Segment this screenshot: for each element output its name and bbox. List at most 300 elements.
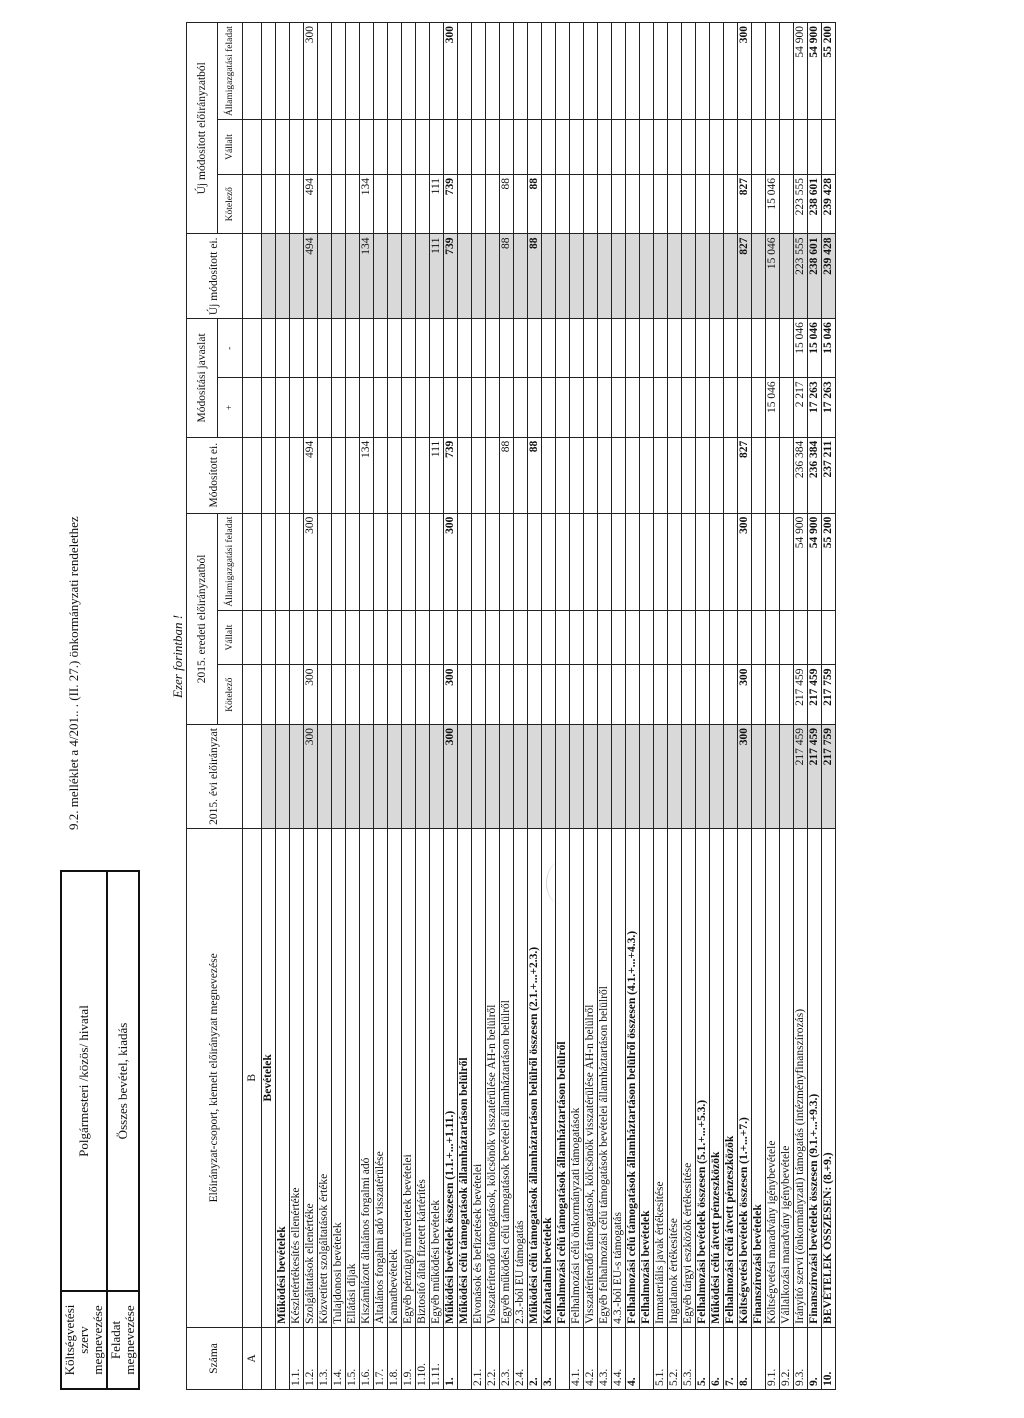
row-value (360, 665, 374, 725)
row-number: 6. (710, 1327, 724, 1389)
row-value (458, 725, 472, 829)
row-value (444, 319, 458, 378)
row-value (486, 174, 500, 234)
row-value (486, 23, 500, 120)
row-value (612, 120, 626, 175)
row-value (458, 378, 472, 437)
row-value (360, 610, 374, 665)
row-value (346, 23, 360, 120)
row-value (584, 610, 598, 665)
row-value (640, 319, 654, 378)
row-value (780, 319, 794, 378)
row-value: 238 601 (808, 234, 822, 319)
header-box (60, 870, 140, 1390)
row-value (416, 513, 430, 610)
row-value (402, 120, 416, 175)
row-value (528, 23, 542, 120)
row-value (528, 319, 542, 378)
table-row (794, 23, 808, 1390)
row-value (500, 725, 514, 829)
row-label: Vállalkozási maradvány igénybevétele (780, 828, 794, 1327)
row-number: 2.1. (472, 1327, 486, 1389)
row-value: 827 (738, 234, 752, 319)
row-value (514, 725, 528, 829)
row-number: 1.4. (332, 1327, 346, 1389)
row-value (570, 437, 584, 513)
row-value (332, 319, 346, 378)
row-value (360, 378, 374, 437)
row-value: 300 (738, 23, 752, 120)
row-value: 300 (304, 725, 318, 829)
row-value (304, 610, 318, 665)
row-value: 55 200 (822, 513, 836, 610)
row-value (360, 725, 374, 829)
row-value (332, 725, 346, 829)
row-value (402, 378, 416, 437)
row-value (472, 513, 486, 610)
row-value (570, 120, 584, 175)
row-value: 111 (430, 174, 444, 234)
row-number (276, 1327, 290, 1389)
row-label: Elvonások és befizetések bevételei (472, 828, 486, 1327)
table-row (612, 23, 626, 1390)
row-value (388, 378, 402, 437)
row-value: 17 263 (822, 378, 836, 437)
row-value (458, 120, 472, 175)
table-row (640, 23, 654, 1390)
row-value (304, 120, 318, 175)
row-value (626, 174, 640, 234)
row-value (682, 234, 696, 319)
table-row (374, 23, 388, 1390)
col-szama: Száma (187, 1327, 243, 1389)
table-row (514, 23, 528, 1390)
table-row (752, 23, 766, 1390)
row-value (612, 319, 626, 378)
row-value (374, 437, 388, 513)
table-row (276, 23, 290, 1390)
row-value (808, 610, 822, 665)
row-value (752, 120, 766, 175)
table-row (654, 23, 668, 1390)
row-value (556, 319, 570, 378)
row-value (276, 174, 290, 234)
row-value (416, 174, 430, 234)
row-value: 494 (304, 234, 318, 319)
row-value: 88 (500, 437, 514, 513)
row-label: Egyéb működési bevételek (430, 828, 444, 1327)
row-value (388, 437, 402, 513)
table-row (500, 23, 514, 1390)
row-value (724, 234, 738, 319)
table-row (808, 23, 822, 1390)
row-value (724, 665, 738, 725)
row-value: 134 (360, 437, 374, 513)
row-value (472, 234, 486, 319)
row-number: 1. (444, 1327, 458, 1389)
row-value (276, 665, 290, 725)
row-value (486, 437, 500, 513)
row-value (318, 174, 332, 234)
row-number: 2.2. (486, 1327, 500, 1389)
row-value (388, 319, 402, 378)
col-kotelezo: Kötelező (218, 665, 243, 725)
row-label: Felhalmozási bevételek összesen (5.1.+...+5.3.) (696, 828, 710, 1327)
row-value (640, 378, 654, 437)
row-value (290, 23, 304, 120)
col-new-group: Új módosított előirányzatból (187, 23, 218, 235)
row-value: 300 (304, 513, 318, 610)
row-value (584, 725, 598, 829)
row-value (570, 234, 584, 319)
row-value (794, 120, 808, 175)
row-value (276, 513, 290, 610)
row-value (556, 120, 570, 175)
row-value (444, 378, 458, 437)
row-value (696, 120, 710, 175)
row-label: Működési célú átvett pénzeszközök (710, 828, 724, 1327)
row-value: 300 (444, 665, 458, 725)
col-letter-b: B (243, 828, 262, 1327)
row-value: 54 900 (808, 23, 822, 120)
row-value (612, 174, 626, 234)
row-number: 1.9. (402, 1327, 416, 1389)
row-value (458, 174, 472, 234)
row-value (766, 23, 780, 120)
row-value (640, 665, 654, 725)
row-value (542, 23, 556, 120)
row-value (430, 513, 444, 610)
table-row (542, 23, 556, 1390)
row-value (696, 174, 710, 234)
row-label: Felhalmozási célú átvett pénzeszközök (724, 828, 738, 1327)
task-label: Feladat megnevezése (107, 1291, 139, 1389)
row-value (458, 610, 472, 665)
row-value (374, 610, 388, 665)
row-value (332, 23, 346, 120)
row-value (514, 23, 528, 120)
row-value (766, 610, 780, 665)
row-value (752, 23, 766, 120)
table-row (682, 23, 696, 1390)
row-label: Egyéb felhalmozási célú támogatások bevételei államháztartáson belülről (598, 828, 612, 1327)
row-value: 494 (304, 437, 318, 513)
row-label: Irányító szervi (önkormányzati) támogatás (intézményfinanszírozás) (794, 828, 808, 1327)
row-value (598, 610, 612, 665)
row-value (696, 319, 710, 378)
row-value (668, 437, 682, 513)
row-value (640, 234, 654, 319)
row-value (556, 378, 570, 437)
row-value (430, 665, 444, 725)
row-value (612, 437, 626, 513)
row-number: 5.1. (654, 1327, 668, 1389)
row-value (486, 665, 500, 725)
row-value (654, 437, 668, 513)
row-value (304, 319, 318, 378)
row-value (514, 319, 528, 378)
table-row (458, 23, 472, 1390)
row-value (738, 378, 752, 437)
row-value: 15 046 (794, 319, 808, 378)
row-value (374, 725, 388, 829)
row-value (584, 120, 598, 175)
row-value (724, 437, 738, 513)
row-value (612, 665, 626, 725)
row-value: 236 384 (808, 437, 822, 513)
row-value (332, 610, 346, 665)
row-value (318, 319, 332, 378)
row-label: Közhatalmi bevételek (542, 828, 556, 1327)
table-row (598, 23, 612, 1390)
row-label: Visszatérítendő támogatások, kölcsönök visszatérülése ÁH-n belülről (584, 828, 598, 1327)
row-number: 7. (724, 1327, 738, 1389)
row-label: Működési bevételek (276, 828, 290, 1327)
row-value (738, 319, 752, 378)
row-value: 217 459 (794, 665, 808, 725)
row-value (486, 610, 500, 665)
row-value (388, 23, 402, 120)
row-value (276, 23, 290, 120)
row-value: 88 (528, 437, 542, 513)
row-value (724, 513, 738, 610)
row-value (500, 319, 514, 378)
row-value (472, 610, 486, 665)
row-value (668, 610, 682, 665)
row-value (822, 610, 836, 665)
row-value (556, 23, 570, 120)
row-value (612, 725, 626, 829)
row-value: 15 046 (766, 174, 780, 234)
row-value (444, 610, 458, 665)
col-letter-a: A (243, 1327, 262, 1389)
row-value: 300 (738, 725, 752, 829)
row-value (486, 725, 500, 829)
row-label: BEVÉTELEK ÖSSZESEN: (8.+9.) (822, 828, 836, 1327)
row-value: 217 459 (808, 725, 822, 829)
row-value: 217 459 (794, 725, 808, 829)
row-label: Kamatbevételek (388, 828, 402, 1327)
row-number: 9.2. (780, 1327, 794, 1389)
row-value: 134 (360, 174, 374, 234)
row-value (570, 610, 584, 665)
row-value (710, 23, 724, 120)
row-number (752, 1327, 766, 1389)
row-value (598, 437, 612, 513)
row-label: Költségvetési bevételek összesen (1.+...+7.) (738, 828, 752, 1327)
row-number: 5.3. (682, 1327, 696, 1389)
table-row (332, 23, 346, 1390)
row-value (458, 319, 472, 378)
row-value (514, 378, 528, 437)
row-number: 1.8. (388, 1327, 402, 1389)
row-value (402, 610, 416, 665)
row-value (780, 610, 794, 665)
row-label: Működési célú támogatások államháztartáson belülről összesen (2.1.+...+2.3.) (528, 828, 542, 1327)
rotated-page (60, 22, 940, 1390)
row-label: Egyéb pénzügyi műveletek bevételei (402, 828, 416, 1327)
row-value (472, 319, 486, 378)
row-value (598, 513, 612, 610)
row-label: Visszatérítendő támogatások, kölcsönök visszatérülése ÁH-n belülről (486, 828, 500, 1327)
row-value (542, 234, 556, 319)
row-value (612, 513, 626, 610)
row-value (430, 23, 444, 120)
row-value (584, 174, 598, 234)
row-value (752, 725, 766, 829)
row-value (752, 234, 766, 319)
row-value (668, 120, 682, 175)
table-row (584, 23, 598, 1390)
row-value (710, 725, 724, 829)
row-value (654, 23, 668, 120)
row-value (290, 610, 304, 665)
table-row (528, 23, 542, 1390)
row-value (654, 234, 668, 319)
row-label: Ingatlanok értékesítése (668, 828, 682, 1327)
row-value: 54 900 (794, 23, 808, 120)
row-value (388, 665, 402, 725)
row-value (388, 725, 402, 829)
row-value (626, 725, 640, 829)
row-value: 739 (444, 437, 458, 513)
row-value (528, 120, 542, 175)
row-value (598, 174, 612, 234)
row-value (598, 665, 612, 725)
col-orig-group: 2015. eredeti előirányzatból (187, 513, 218, 724)
row-value (346, 665, 360, 725)
row-value (514, 234, 528, 319)
row-value (654, 174, 668, 234)
row-number: 1.7. (374, 1327, 388, 1389)
row-value (766, 665, 780, 725)
row-value (458, 23, 472, 120)
row-value (794, 610, 808, 665)
row-number: 1.11. (430, 1327, 444, 1389)
row-value (542, 120, 556, 175)
row-value (668, 23, 682, 120)
row-value (724, 610, 738, 665)
row-value (556, 174, 570, 234)
row-value (346, 174, 360, 234)
row-value (332, 665, 346, 725)
row-value (654, 120, 668, 175)
row-value (444, 120, 458, 175)
row-value (584, 437, 598, 513)
row-value (570, 319, 584, 378)
row-label: Működési bevételek összesen (1.1.+...+1.11.) (444, 828, 458, 1327)
row-value (696, 378, 710, 437)
row-value (500, 120, 514, 175)
row-value (290, 665, 304, 725)
row-value (556, 665, 570, 725)
row-value (458, 234, 472, 319)
row-number: 1.2. (304, 1327, 318, 1389)
row-value (500, 610, 514, 665)
unit-note: Ezer forintban ! (170, 614, 185, 698)
row-value (500, 513, 514, 610)
row-value (696, 725, 710, 829)
row-number: 1.5. (346, 1327, 360, 1389)
row-value (514, 665, 528, 725)
row-value (318, 437, 332, 513)
row-value (374, 174, 388, 234)
row-value (626, 437, 640, 513)
row-value (542, 513, 556, 610)
row-value (640, 513, 654, 610)
row-value (556, 234, 570, 319)
row-number: 2.4. (514, 1327, 528, 1389)
row-value (500, 665, 514, 725)
row-value (780, 513, 794, 610)
row-value (626, 665, 640, 725)
row-value (458, 665, 472, 725)
row-value (766, 513, 780, 610)
row-number: 4.3. (598, 1327, 612, 1389)
table-row (696, 23, 710, 1390)
row-value (332, 437, 346, 513)
row-value (430, 120, 444, 175)
row-value (430, 725, 444, 829)
row-value (556, 437, 570, 513)
row-value (752, 378, 766, 437)
row-value (472, 437, 486, 513)
row-value (360, 319, 374, 378)
row-value (570, 513, 584, 610)
row-value (514, 174, 528, 234)
row-label: Egyéb tárgyi eszközök értékesítése (682, 828, 696, 1327)
row-value (486, 319, 500, 378)
section-title: Bevételek (262, 828, 276, 1327)
row-value (318, 513, 332, 610)
row-value: 239 428 (822, 174, 836, 234)
row-value (514, 513, 528, 610)
row-value (668, 665, 682, 725)
row-value (584, 665, 598, 725)
row-label: Általános forgalmi adó visszatérülése (374, 828, 388, 1327)
row-value (598, 120, 612, 175)
row-label: Biztosító által fizetett kártérítés (416, 828, 430, 1327)
table-row (570, 23, 584, 1390)
table-row (486, 23, 500, 1390)
row-value (696, 513, 710, 610)
row-value: 300 (304, 665, 318, 725)
row-value (290, 319, 304, 378)
row-value (654, 513, 668, 610)
row-number: 1.3. (318, 1327, 332, 1389)
row-value (472, 23, 486, 120)
row-value (402, 513, 416, 610)
row-value (668, 174, 682, 234)
row-value: 238 601 (808, 174, 822, 234)
row-value (402, 234, 416, 319)
row-value (710, 437, 724, 513)
row-value (626, 234, 640, 319)
row-value (416, 437, 430, 513)
row-value (402, 174, 416, 234)
col-plus: + (218, 378, 243, 437)
row-value: 54 900 (794, 513, 808, 610)
row-value: 88 (528, 174, 542, 234)
row-value (724, 319, 738, 378)
col-new-kotelezo: Kötelező (218, 174, 243, 234)
row-value (360, 23, 374, 120)
table-row (472, 23, 486, 1390)
row-value (416, 120, 430, 175)
row-value: 739 (444, 174, 458, 234)
row-value (598, 725, 612, 829)
row-value (654, 725, 668, 829)
